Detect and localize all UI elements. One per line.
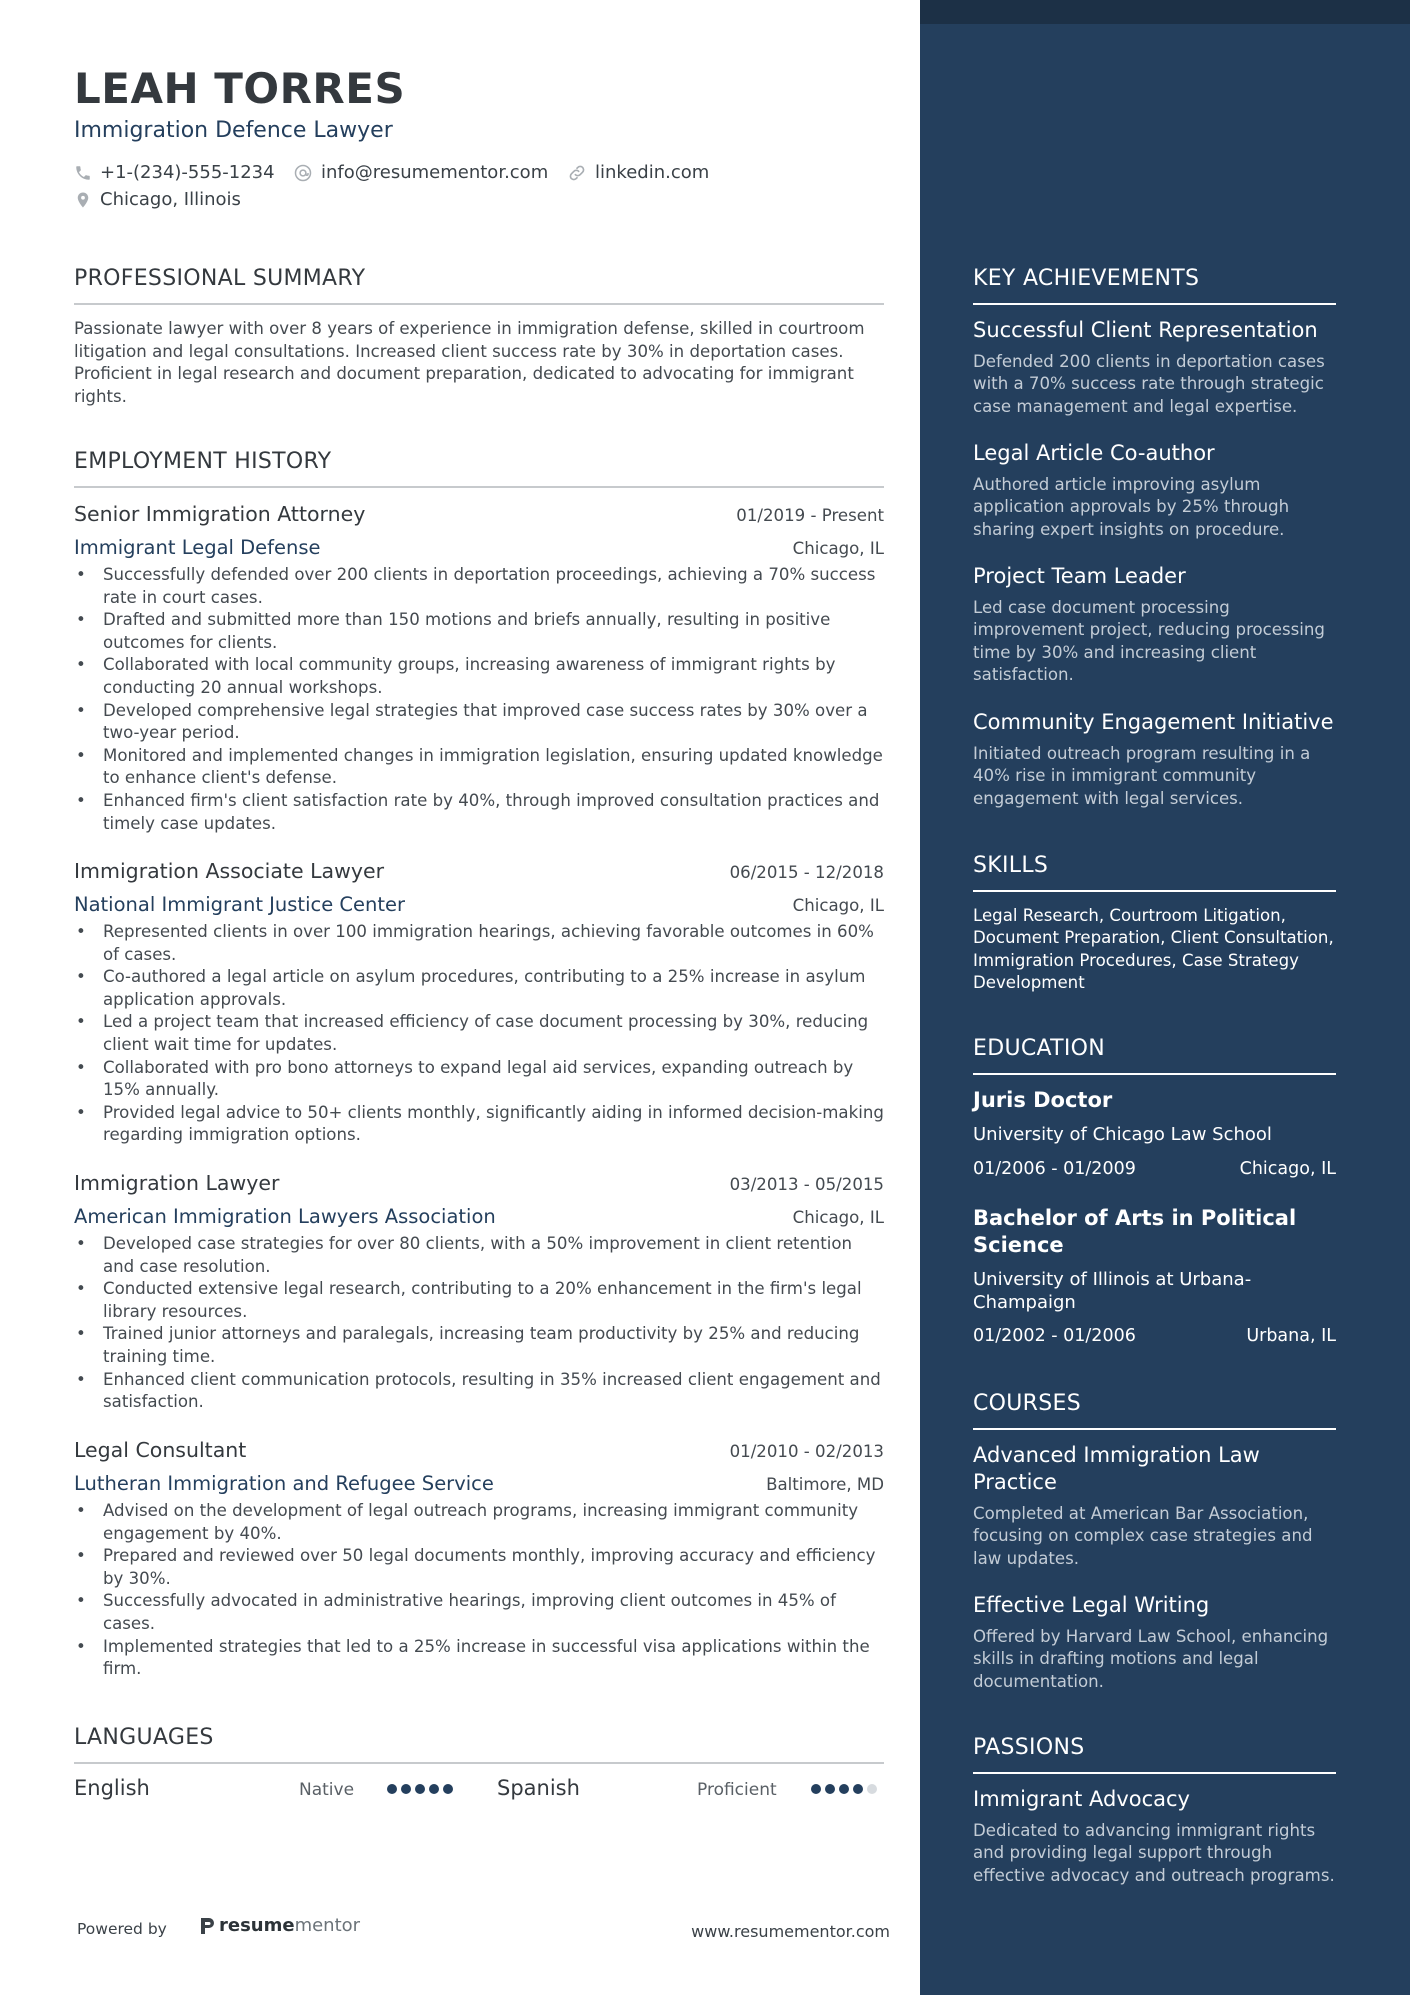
passion-text: Dedicated to advancing immigrant rights and providing legal support through effective advocacy and outreach programs. [973,1821,1335,1885]
education-degree: Juris Doctor [973,1088,1113,1112]
bullet-item: • Drafted and submitted more than 150 motions and briefs annually, resulting in positive outcomes for clients. [74,609,884,654]
achievement-title: Community Engagement Initiative [973,710,1334,734]
job-location: Chicago, IL [792,896,884,915]
resumementor-logo[interactable] [199,1915,360,1936]
languages-heading: LANGUAGES [74,1725,884,1764]
job-company: National Immigrant Justice Center [74,893,406,916]
sidebar [920,0,1410,1995]
language-rating [811,1784,877,1794]
job-company: Lutheran Immigration and Refugee Service [74,1472,494,1495]
phone-text: +1-(234)-555-1234 [100,162,275,183]
bullet-item: • Collaborated with local community groups, increasing awareness of immigrant rights by conducting 20 annual workshops. [74,654,884,699]
achievement-text: Authored article improving asylum application approvals by 25% through sharing expert insights on procedure. [973,475,1290,539]
rating-dot-filled [415,1784,425,1794]
language-rating [387,1784,453,1794]
rating-dot-filled [839,1784,849,1794]
passion-title: Immigrant Advocacy [973,1787,1190,1811]
job-title: Senior Immigration Attorney [74,502,366,526]
job-entry [74,1438,884,1681]
location-pin-icon [74,190,92,210]
summary-text: Passionate lawyer with over 8 years of experience in immigration defense, skilled in courtroom litigation and legal consultations. Increased client success rate by 30% in deportation cases. Proficient in legal research and document preparation, dedicated to advocating for immigrant rights. [74,319,865,406]
bullet-item: • Conducted extensive legal research, contributing to a 20% enhancement in the firm's legal library resources. [74,1278,884,1323]
location-text: Chicago, Illinois [100,189,241,210]
passions-heading: PASSIONS [973,1735,1336,1774]
job-entry [74,859,884,1147]
achievement-item [973,440,1336,541]
job-entry [74,502,884,835]
at-icon [293,163,313,183]
powered-by-label: Powered by [77,1920,167,1938]
course-item [973,1442,1336,1570]
job-dates: 01/2019 - Present [736,506,884,525]
employment-heading: EMPLOYMENT HISTORY [74,449,884,488]
rating-dot-filled [811,1784,821,1794]
achievement-text: Initiated outreach program resulting in a 40% rise in immigrant community engagement with legal services. [973,744,1311,808]
achievement-title: Legal Article Co-author [973,441,1215,465]
achievement-text: Defended 200 clients in deportation cases with a 70% success rate through strategic case management and legal expertise. [973,352,1325,416]
course-title: Effective Legal Writing [973,1593,1210,1617]
bullet-item: • Enhanced client communication protocols, resulting in 35% increased client engagement and satisfaction. [74,1369,884,1414]
education-school: University of Illinois at Urbana-Champaign [973,1269,1252,1313]
job-bullets [74,1233,884,1414]
bullet-item: • Trained junior attorneys and paralegals, increasing team productivity by 25% and reducing training time. [74,1323,884,1368]
footer-website-link[interactable]: www.resumementor.com [691,1922,890,1941]
language-name: English [74,1776,150,1800]
job-location: Chicago, IL [792,539,884,558]
job-dates: 06/2015 - 12/2018 [729,863,884,882]
language-name: Spanish [497,1776,580,1800]
bullet-item: • Developed case strategies for over 80 clients, with a 50% improvement in client retention and case resolution. [74,1233,884,1278]
bullet-item: • Implemented strategies that led to a 25% increase in successful visa applications within the firm. [74,1636,884,1681]
course-text: Offered by Harvard Law School, enhancing skills in drafting motions and legal documentation. [973,1627,1329,1691]
email-text: info@resumementor.com [321,162,549,183]
phone-icon [74,164,92,182]
rating-dot-filled [401,1784,411,1794]
job-title: Legal Consultant [74,1438,247,1462]
linkedin-text: linkedin.com [595,162,710,183]
contact-location [74,189,241,210]
achievement-item [973,709,1336,810]
education-school: University of Chicago Law School [973,1124,1272,1145]
achievement-title: Successful Client Representation [973,318,1318,342]
bullet-item: • Successfully defended over 200 clients in deportation proceedings, achieving a 70% success rate in court cases. [74,564,884,609]
education-heading: EDUCATION [973,1036,1336,1075]
achievement-text: Led case document processing improvement project, reducing processing time by 30% and increasing client satisfaction. [973,598,1325,685]
job-dates: 01/2010 - 02/2013 [729,1442,884,1461]
logo-mark-icon [199,1916,215,1936]
rating-dot-empty [867,1784,877,1794]
bullet-item: • Collaborated with pro bono attorneys to expand legal aid services, expanding outreach by 15% annually. [74,1057,884,1102]
job-bullets [74,564,884,835]
education-location: Chicago, IL [1239,1158,1336,1179]
achievement-item [973,563,1336,687]
job-title: Immigration Lawyer [74,1171,280,1195]
achievements-heading: KEY ACHIEVEMENTS [973,266,1336,305]
bullet-item: • Monitored and implemented changes in immigration legislation, ensuring updated knowledge to enhance client's defense. [74,745,884,790]
job-bullets [74,921,884,1147]
passion-item [973,1786,1336,1887]
brand-bold: resume [219,1915,295,1936]
achievement-title: Project Team Leader [973,564,1186,588]
job-entry [74,1171,884,1414]
education-item [973,1205,1336,1346]
courses-heading: COURSES [973,1391,1336,1430]
link-icon [567,163,587,183]
job-title: Immigration Associate Lawyer [74,859,385,883]
brand-light: mentor [294,1915,361,1936]
skills-heading: SKILLS [973,853,1336,892]
education-item [973,1087,1336,1179]
achievement-item [973,317,1336,418]
education-location: Urbana, IL [1246,1326,1336,1347]
bullet-item: • Represented clients in over 100 immigration hearings, achieving favorable outcomes in 60% of cases. [74,921,884,966]
bullet-item: • Prepared and reviewed over 50 legal documents monthly, improving accuracy and efficiency by 30%. [74,1545,884,1590]
education-degree: Bachelor of Arts in Political Science [973,1206,1297,1257]
skills-text: Legal Research, Courtroom Litigation, Document Preparation, Client Consultation, Immigration Procedures, Case Strategy Development [973,906,1334,993]
bullet-item: • Co-authored a legal article on asylum procedures, contributing to a 25% increase in asylum application approvals. [74,966,884,1011]
contact-linkedin[interactable] [567,162,709,183]
course-title: Advanced Immigration Law Practice [973,1443,1260,1494]
bullet-item: • Developed comprehensive legal strategies that improved case success rates by 30% over a two-year period. [74,700,884,745]
summary-heading: PROFESSIONAL SUMMARY [74,266,884,305]
job-dates: 03/2013 - 05/2015 [729,1175,884,1194]
sidebar-top-band [920,0,1410,24]
contact-phone[interactable] [74,162,275,183]
rating-dot-filled [853,1784,863,1794]
job-location: Chicago, IL [792,1208,884,1227]
bullet-item: • Successfully advocated in administrative hearings, improving client outcomes in 45% of cases. [74,1590,884,1635]
bullet-item: • Led a project team that increased efficiency of case document processing by 30%, reducing client wait time for updates. [74,1011,884,1056]
rating-dot-filled [443,1784,453,1794]
candidate-name: LEAH TORRES [74,64,406,113]
bullet-item: • Provided legal advice to 50+ clients monthly, significantly aiding in informed decision-making regarding immigration options. [74,1102,884,1147]
job-company: American Immigration Lawyers Association [74,1205,496,1228]
candidate-role: Immigration Defence Lawyer [74,118,393,143]
bullet-item: • Advised on the development of legal outreach programs, increasing immigrant community engagement by 40%. [74,1500,884,1545]
course-text: Completed at American Bar Association, focusing on complex case strategies and law updates. [973,1504,1313,1568]
job-company: Immigrant Legal Defense [74,536,321,559]
rating-dot-filled [387,1784,397,1794]
bullet-item: • Enhanced firm's client satisfaction rate by 40%, through improved consultation practices and timely case updates. [74,790,884,835]
job-bullets [74,1500,884,1681]
language-level: Proficient [697,1780,777,1800]
education-dates: 01/2006 - 01/2009 [973,1158,1136,1179]
language-level: Native [299,1780,355,1800]
rating-dot-filled [429,1784,439,1794]
contact-email[interactable] [293,162,548,183]
job-location: Baltimore, MD [766,1475,884,1494]
rating-dot-filled [825,1784,835,1794]
course-item [973,1592,1336,1693]
education-dates: 01/2002 - 01/2006 [973,1326,1136,1347]
